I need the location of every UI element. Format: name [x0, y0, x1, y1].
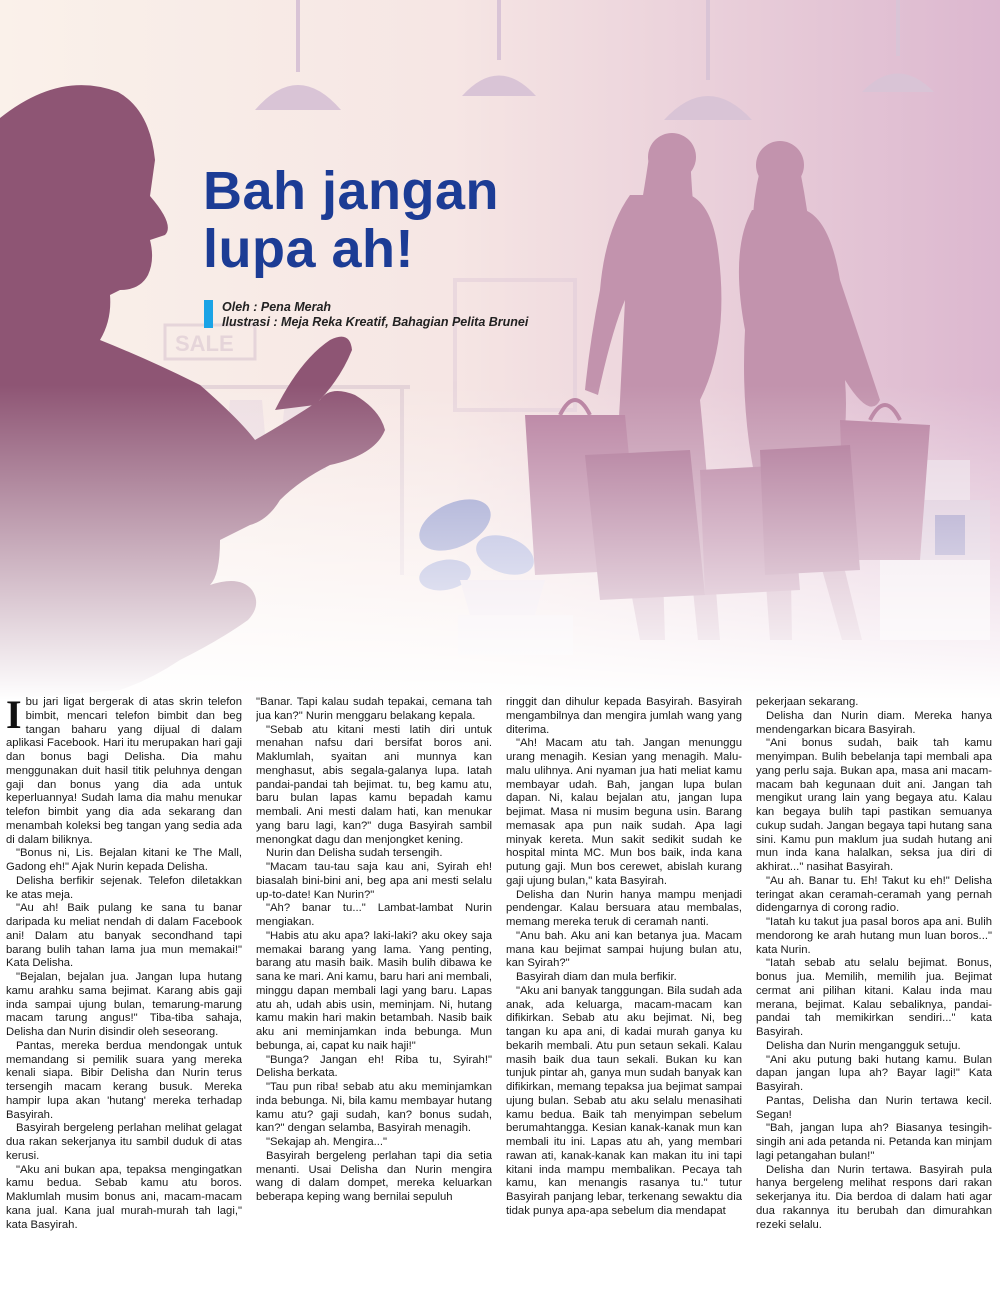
column-1 [6, 696, 242, 1296]
paragraph: pekerjaan sekarang. [756, 696, 859, 708]
drop-cap: I [6, 696, 22, 737]
paragraph: "Bonus ni, Lis. Bejalan kitani ke The Mall, Gadong eh!" Ajak Nurin kepada Delisha. [6, 847, 242, 873]
paragraph: ringgit dan dihulur kepada Basyirah. Basyirah mengambilnya dan mengira jumlah wang yang diterima. [506, 696, 742, 736]
paragraph: Pantas, mereka berdua mendongak untuk memandang si pemilik suara yang mereka kenali siapa. Bibir Delisha dan Nurin terus tersengih macam kerang busuk. Mereka hampir lupa akan 'hutang' mereka terhadap Basyirah. [6, 1039, 242, 1121]
paragraph: "Habis atu aku apa? laki-laki? aku okey saja memakai barang yang lama. Yang penting, barang atu masih baik. Masih bulih dibawa ke sana ke mari. Ani kamu, baru hari ani membali, minggu dapan membali lagi yang baru. Lapas atu ah, udah abis usin, meminjam. Ni, hutang kamu makin hari makin betambah. Nasib baik aku ani meminjamkan inda bebunga. Mun bebunga, ai, capat ku naik haji!" [256, 929, 492, 1052]
paragraph: Pantas, Delisha dan Nurin tertawa kecil. Segan! [756, 1094, 992, 1121]
paragraph: "Bejalan, bejalan jua. Jangan lupa hutang kamu arahku sama bejimat. Karang abis gaji inda sampai ujung bulan, temarung-marung macam tarung angus!" Tiba-tiba sahaja, Delisha dan Nurin disindir oleh seseorang. [6, 971, 242, 1038]
column-2 [256, 696, 492, 1296]
paragraph: "Au ah! Baik pulang ke sana tu banar daripada ku meliat nendah di dalam Facebook ani! Dalam atu banyak secondhand tapi barang bulih tahan lama jua mun memakai!" Kata Delisha. [6, 902, 242, 970]
byline [204, 300, 528, 330]
paragraph: Nurin dan Delisha sudah tersengih. [266, 847, 443, 860]
paragraph: "Aku ani banyak tanggungan. Bila sudah ada anak, ada keluarga, macam-macam kan difikirkan. Sebab atu aku bejimat. Ni, beg tangan ku apa ani, di kadai murah ganya ku bekarih membali. Atu pun setaun sekali. Kalau masih baik dua taun sekali. Bukan ku kan tunjuk pintar ah, ganya mun sudah banyak kan difikirkan, memang tepaksa jua bejimat sampai ujung bulan. Sebab atu aku selalu menasihati kamu bedua. Baik tah menyimpan sebelum berumahtangga. Kesian kanak-kanak mun kan membali itu ini. Lapas atu ah, yang membari rawan ati, kanak-kanak kan makan itu ini tapi kitani inda mampu membalikan. Pecaya tah kamu, kan menangis rasanya tu." tutur Basyirah panjang lebar, terkenang sewaktu dia tidak punya apa-apa sebelum dia mendapat [506, 984, 742, 1217]
column-3 [506, 696, 742, 1296]
article-title [203, 162, 499, 278]
paragraph: Delisha dan Nurin mengangguk setuju. [766, 1039, 961, 1052]
article-body [6, 696, 994, 1296]
paragraph: "Ani bonus sudah, baik tah kamu menyimpan. Bulih bebelanja tapi membali apa yang perlu saja. Bukan apa, masa ani macam-macam bah kegunaan duit ani. Jangan tah mengikut urang lain yang begaya atu. Kalau kan begaya bulih tapi pastikan semuanya cukup sudah. Jangan begaya tapi hutang sana sini. Kamu pun maklum jua sudah hutang ani mun inda kana halalkan, seksa jua diri di akhirat..." nasihat Basyirah. [756, 737, 992, 873]
paragraph: "Iatah ku takut jua pasal boros apa ani. Bulih mendorong ke arah hutang mun luan boros..." kata Nurin. [756, 916, 992, 956]
paragraph: "Aku ani bukan apa, tepaksa mengingatkan kamu bedua. Sebab kamu atu boros. Maklumlah musim bonus ani, macam-macam kana jual. Kana jual murah-murah tah lagi," kata Basyirah. [6, 1163, 242, 1231]
paragraph: Basyirah bergeleng perlahan melihat gelagat dua rakan sekerjanya itu sambil duduk di atas kerusi. [6, 1122, 242, 1162]
byline-accent-bar [204, 300, 213, 328]
paragraph: "Ah? banar tu..." Lambat-lambat Nurin mengiakan. [256, 902, 492, 928]
paragraph: "Anu bah. Aku ani kan betanya jua. Macam mana kau bejimat sampai hujung bulan atu, kan Syirah?" [506, 929, 742, 970]
paragraph: Delisha dan Nurin diam. Mereka hanya mendengarkan bicara Basyirah. [756, 709, 992, 736]
author-credit: Oleh : Pena Merah [222, 300, 332, 314]
illustration-credit: Ilustrasi : Meja Reka Kreatif, Bahagian Pelita Brunei [222, 315, 529, 329]
paragraph: Delisha berfikir sejenak. Telefon diletakkan ke atas meja. [6, 874, 242, 901]
paragraph: Basyirah bergeleng perlahan tapi dia setia menanti. Usai Delisha dan Nurin mengira wang di dalam dompet, mereka keluarkan beberapa keping wang bernilai sepuluh [256, 1149, 492, 1203]
title-line-2: lupa ah! [203, 219, 415, 279]
paragraph: "Au ah. Banar tu. Eh! Takut ku eh!" Delisha teringat akan ceramah-ceramah yang pernah didengarnya di corong radio. [756, 874, 992, 915]
paragraph: "Sekajap ah. Mengira..." [266, 1136, 388, 1148]
paragraph: "Banar. Tapi kalau sudah tepakai, cemana tah jua kan?" Nurin menggaru belakang kepala. [256, 696, 492, 722]
paragraph: "Bah, jangan lupa ah? Biasanya tesingih-singih ani ada petanda ni. Petanda kan minjam lagi petangahan bulan!" [756, 1122, 992, 1162]
paragraph: "Ani aku putung baki hutang kamu. Bulan dapan jangan lupa ah? Bayar lagi!" Kata Basyirah. [756, 1053, 992, 1093]
paragraph: Delisha dan Nurin hanya mampu menjadi pendengar. Kalau bersuara atau membalas, memang mereka teruk di ceramah nanti. [506, 888, 742, 928]
paragraph: Delisha dan Nurin tertawa. Basyirah pula hanya bergeleng melihat respons dari rakan sekerjanya itu. Dia berdoa di dalam hati agar dua rakannya itu berubah dan dimurahkan rezeki selalu. [756, 1163, 992, 1231]
paragraph: "Ah! Macam atu tah. Jangan menunggu urang menagih. Kesian yang menagih. Malu-malu ulihnya. Ani nyaman jua hati meliat kamu membayar udah. Bah, jangan lupa bulan dapan. Ni, kalau bejalan atu, jangan lupa bejimat. Masa ni musim beguna usin. Barang memasak apa pun naik sudah. Apa lagi minyak kereta. Mun sakit sedikit sudah ke hospital minta MC. Mun bos baik, inda kana putung gaji. Mun bos cerewet, abislah kurang gaji ujung bulan," kata Basyirah. [506, 737, 742, 887]
paragraph: "Sebab atu kitani mesti latih diri untuk menahan nafsu dari bersifat boros ani. Maklumlah, syaitan ani munnya kan menghasut, abis segala-galanya lupa. Iatah pandai-pandai tah bejimat. tu, beg kamu atu, baru bulan lapas kamu bepadah kamu membali. Ani mesti dalam hati, kan menukar yang baru lagi, kan?" duga Basyirah sambil menongkat dagu dan menjongket kening. [256, 723, 492, 846]
paragraph: "Macam tau-tau saja kau ani, Syirah eh! biasalah bini-bini ani, beg apa ani mesti selalu up-to-date! Kan Nurin?" [256, 861, 492, 901]
title-line-1: Bah jangan [203, 161, 500, 221]
paragraph: "Iatah sebab atu selalu bejimat. Bonus, bonus jua. Memilih, memilih jua. Bejimat cermat ani pilihan kitani. Kalau inda mau merana, bejimat. Kalau sebaliknya, pandai-pandai tah memikirkan sendiri..." kata Basyirah. [756, 957, 992, 1038]
paragraph-text: bu jari ligat bergerak di atas skrin telefon bimbit, mencari telefon bimbit dan beg tangan baharu yang dijual di dalam aplikasi Facebook. Hari itu merupakan hari gaji dan bonus bagi Delisha. Dia mahu menggunakan duit hasil titik peluhnya dengan gaji dan bonus yang dia ada untuk keperluannya! Sudah lama dia mahu menukar telefon bimbit yang dia ada sekarang dan menambah koleksi beg tangan yang sedia ada di dalam biliknya. [6, 696, 242, 846]
paragraph: "Bunga? Jangan eh! Riba tu, Syirah!" Delisha berkata. [256, 1053, 492, 1080]
paragraph: "Tau pun riba! sebab atu aku meminjamkan inda bebunga. Ni, bila kamu membayar hutang kamu atu? gaji sudah, kan? bonus sudah, kan?" dengan selamba, Basyirah menagih. [256, 1081, 492, 1135]
column-4 [756, 696, 992, 1296]
paragraph [6, 696, 242, 847]
paragraph: Basyirah diam dan mula berfikir. [516, 971, 677, 983]
